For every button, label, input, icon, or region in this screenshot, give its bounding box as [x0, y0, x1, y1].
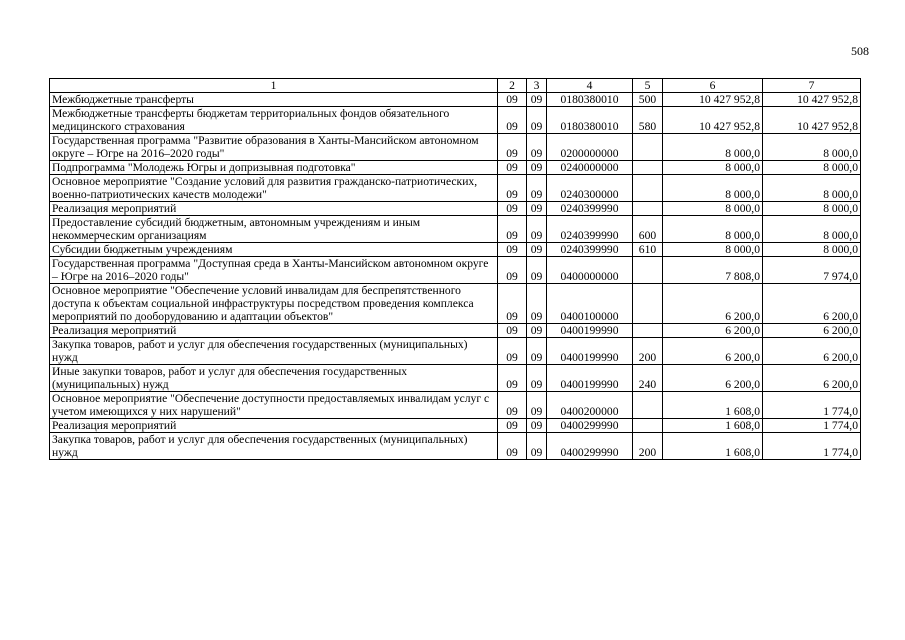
- amount-year-1: 6 200,0: [663, 324, 763, 338]
- target-article-code: 0180380010: [547, 107, 633, 134]
- subsection-code: 09: [527, 107, 547, 134]
- table-row: [50, 257, 861, 284]
- row-name: Основное мероприятие "Обеспечение условий инвалидам для беспрепятственного доступа к объектам социальной инфраструктуры посредством проведения комплекса мероприятий по дооборудованию и адаптации объектов": [50, 284, 498, 324]
- row-name: Закупка товаров, работ и услуг для обеспечения государственных (муниципальных) нужд: [50, 338, 498, 365]
- amount-year-2: 8 000,0: [763, 243, 861, 257]
- column-header: 6: [663, 79, 763, 93]
- expense-type-code: [633, 134, 663, 161]
- table-row: [50, 134, 861, 161]
- target-article-code: 0400000000: [547, 257, 633, 284]
- subsection-code: 09: [527, 338, 547, 365]
- subsection-code: 09: [527, 257, 547, 284]
- amount-year-2: 6 200,0: [763, 338, 861, 365]
- amount-year-2: 8 000,0: [763, 216, 861, 243]
- section-code: 09: [498, 392, 527, 419]
- target-article-code: 0400199990: [547, 324, 633, 338]
- column-header: 5: [633, 79, 663, 93]
- amount-year-1: 1 608,0: [663, 419, 763, 433]
- table-body: [50, 93, 861, 460]
- target-article-code: 0400199990: [547, 365, 633, 392]
- column-header: 7: [763, 79, 861, 93]
- amount-year-1: 10 427 952,8: [663, 107, 763, 134]
- budget-table: [49, 78, 861, 460]
- row-name: Субсидии бюджетным учреждениям: [50, 243, 498, 257]
- amount-year-1: 8 000,0: [663, 161, 763, 175]
- target-article-code: 0400299990: [547, 433, 633, 460]
- amount-year-2: 10 427 952,8: [763, 107, 861, 134]
- target-article-code: 0180380010: [547, 93, 633, 107]
- target-article-code: 0240399990: [547, 216, 633, 243]
- amount-year-1: 1 608,0: [663, 392, 763, 419]
- column-header: 1: [50, 79, 498, 93]
- amount-year-1: 1 608,0: [663, 433, 763, 460]
- section-code: 09: [498, 161, 527, 175]
- subsection-code: 09: [527, 202, 547, 216]
- amount-year-1: 6 200,0: [663, 365, 763, 392]
- amount-year-2: 1 774,0: [763, 433, 861, 460]
- target-article-code: 0200000000: [547, 134, 633, 161]
- section-code: 09: [498, 93, 527, 107]
- table-row: [50, 243, 861, 257]
- subsection-code: 09: [527, 175, 547, 202]
- subsection-code: 09: [527, 433, 547, 460]
- expense-type-code: 200: [633, 338, 663, 365]
- expense-type-code: [633, 392, 663, 419]
- amount-year-1: 8 000,0: [663, 216, 763, 243]
- subsection-code: 09: [527, 392, 547, 419]
- amount-year-1: 8 000,0: [663, 134, 763, 161]
- amount-year-1: 6 200,0: [663, 338, 763, 365]
- row-name: Подпрограмма "Молодежь Югры и допризывная подготовка": [50, 161, 498, 175]
- section-code: 09: [498, 419, 527, 433]
- row-name: Государственная программа "Развитие образования в Ханты-Мансийском автономном округе – Югре на 2016–2020 годы": [50, 134, 498, 161]
- row-name: Предоставление субсидий бюджетным, автономным учреждениям и иным некоммерческим организациям: [50, 216, 498, 243]
- row-name: Межбюджетные трансферты бюджетам территориальных фондов обязательного медицинского страхования: [50, 107, 498, 134]
- expense-type-code: [633, 419, 663, 433]
- subsection-code: 09: [527, 93, 547, 107]
- subsection-code: 09: [527, 134, 547, 161]
- expense-type-code: [633, 161, 663, 175]
- table-row: [50, 338, 861, 365]
- table-row: [50, 392, 861, 419]
- table-row: [50, 216, 861, 243]
- row-name: Государственная программа "Доступная среда в Ханты-Мансийском автономном округе – Югре на 2016–2020 годы": [50, 257, 498, 284]
- expense-type-code: [633, 324, 663, 338]
- column-header: 3: [527, 79, 547, 93]
- target-article-code: 0240399990: [547, 243, 633, 257]
- table-row: [50, 161, 861, 175]
- amount-year-2: 8 000,0: [763, 175, 861, 202]
- table-row: [50, 175, 861, 202]
- column-header: 2: [498, 79, 527, 93]
- target-article-code: 0400199990: [547, 338, 633, 365]
- amount-year-1: 6 200,0: [663, 284, 763, 324]
- section-code: 09: [498, 134, 527, 161]
- subsection-code: 09: [527, 365, 547, 392]
- row-name: Межбюджетные трансферты: [50, 93, 498, 107]
- expense-type-code: [633, 175, 663, 202]
- amount-year-2: 7 974,0: [763, 257, 861, 284]
- expense-type-code: 240: [633, 365, 663, 392]
- table-row: [50, 419, 861, 433]
- section-code: 09: [498, 284, 527, 324]
- row-name: Закупка товаров, работ и услуг для обеспечения государственных (муниципальных) нужд: [50, 433, 498, 460]
- amount-year-1: 10 427 952,8: [663, 93, 763, 107]
- amount-year-1: 8 000,0: [663, 243, 763, 257]
- section-code: 09: [498, 257, 527, 284]
- row-name: Иные закупки товаров, работ и услуг для обеспечения государственных (муниципальных) нужд: [50, 365, 498, 392]
- section-code: 09: [498, 243, 527, 257]
- section-code: 09: [498, 175, 527, 202]
- section-code: 09: [498, 338, 527, 365]
- table-row: [50, 284, 861, 324]
- amount-year-1: 8 000,0: [663, 175, 763, 202]
- section-code: 09: [498, 324, 527, 338]
- subsection-code: 09: [527, 419, 547, 433]
- expense-type-code: 500: [633, 93, 663, 107]
- section-code: 09: [498, 433, 527, 460]
- amount-year-2: 6 200,0: [763, 324, 861, 338]
- row-name: Реализация мероприятий: [50, 419, 498, 433]
- expense-type-code: 610: [633, 243, 663, 257]
- amount-year-2: 1 774,0: [763, 392, 861, 419]
- target-article-code: 0240000000: [547, 161, 633, 175]
- section-code: 09: [498, 202, 527, 216]
- column-header: 4: [547, 79, 633, 93]
- target-article-code: 0400200000: [547, 392, 633, 419]
- expense-type-code: [633, 202, 663, 216]
- table-row: [50, 107, 861, 134]
- subsection-code: 09: [527, 243, 547, 257]
- amount-year-2: 10 427 952,8: [763, 93, 861, 107]
- row-name: Реализация мероприятий: [50, 324, 498, 338]
- expense-type-code: 580: [633, 107, 663, 134]
- page-number: 508: [851, 44, 869, 58]
- expense-type-code: [633, 257, 663, 284]
- section-code: 09: [498, 107, 527, 134]
- expense-type-code: 600: [633, 216, 663, 243]
- table-row: [50, 324, 861, 338]
- expense-type-code: 200: [633, 433, 663, 460]
- table-row: [50, 93, 861, 107]
- subsection-code: 09: [527, 216, 547, 243]
- target-article-code: 0400100000: [547, 284, 633, 324]
- amount-year-1: 8 000,0: [663, 202, 763, 216]
- amount-year-1: 7 808,0: [663, 257, 763, 284]
- row-name: Основное мероприятие "Обеспечение доступности предоставляемых инвалидам услуг с учетом имеющихся у них нарушений": [50, 392, 498, 419]
- amount-year-2: 6 200,0: [763, 365, 861, 392]
- table-row: [50, 433, 861, 460]
- target-article-code: 0400299990: [547, 419, 633, 433]
- row-name: Основное мероприятие "Создание условий для развития гражданско-патриотических, военно-патриотических качеств молодежи": [50, 175, 498, 202]
- amount-year-2: 8 000,0: [763, 134, 861, 161]
- amount-year-2: 8 000,0: [763, 202, 861, 216]
- subsection-code: 09: [527, 284, 547, 324]
- subsection-code: 09: [527, 161, 547, 175]
- amount-year-2: 1 774,0: [763, 419, 861, 433]
- amount-year-2: 6 200,0: [763, 284, 861, 324]
- target-article-code: 0240300000: [547, 175, 633, 202]
- section-code: 09: [498, 216, 527, 243]
- subsection-code: 09: [527, 324, 547, 338]
- section-code: 09: [498, 365, 527, 392]
- table-row: [50, 202, 861, 216]
- target-article-code: 0240399990: [547, 202, 633, 216]
- expense-type-code: [633, 284, 663, 324]
- table-header-row: [50, 79, 861, 93]
- table-row: [50, 365, 861, 392]
- amount-year-2: 8 000,0: [763, 161, 861, 175]
- row-name: Реализация мероприятий: [50, 202, 498, 216]
